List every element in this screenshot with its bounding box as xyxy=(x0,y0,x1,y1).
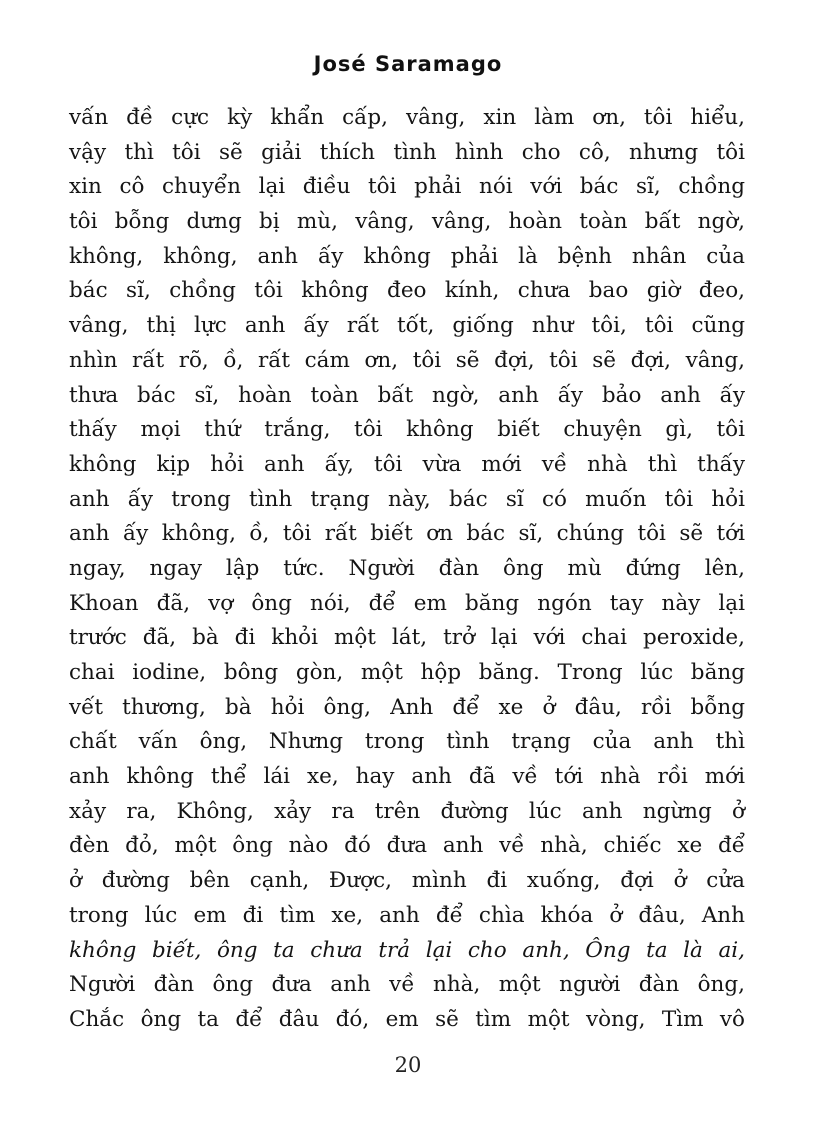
text-line: vâng, thị lực anh ấy rất tốt, giống như tôi, tôi cũng xyxy=(69,313,745,339)
text-line: anh không thể lái xe, hay anh đã về tới nhà rồi mới xyxy=(69,764,745,790)
text-line: trước đã, bà đi khỏi một lát, trở lại với chai peroxide, xyxy=(69,625,745,651)
text-line: xin cô chuyển lại điều tôi phải nói với bác sĩ, chồng xyxy=(69,174,745,200)
text-line: vết thương, bà hỏi ông, Anh để xe ở đâu, rồi bỗng xyxy=(69,694,745,720)
text-line: chất vấn ông, Nhưng trong tình trạng của anh thì xyxy=(69,729,745,755)
text-line: nhìn rất rõ, ồ, rất cám ơn, tôi sẽ đợi, tôi sẽ đợi, vâng, xyxy=(69,347,745,373)
text-line: đèn đỏ, một ông nào đó đưa anh về nhà, chiếc xe để xyxy=(69,833,745,859)
body-text xyxy=(69,101,745,1038)
text-line: không, không, anh ấy không phải là bệnh nhân của xyxy=(69,243,745,269)
text-line: vậy thì tôi sẽ giải thích tình hình cho cô, nhưng tôi xyxy=(69,139,745,165)
text-line: Khoan đã, vợ ông nói, để em băng ngón tay này lại xyxy=(69,590,745,616)
text-line: trong lúc em đi tìm xe, anh để chìa khóa ở đâu, Anh xyxy=(69,902,745,928)
text-line: anh ấy trong tình trạng này, bác sĩ có muốn tôi hỏi xyxy=(69,486,745,512)
text-line: bác sĩ, chồng tôi không đeo kính, chưa bao giờ đeo, xyxy=(69,278,745,304)
text-line-italic: không biết, ông ta chưa trả lại cho anh, Ông ta là ai, xyxy=(69,937,745,963)
text-line: vấn đề cực kỳ khẩn cấp, vâng, xin làm ơn, tôi hiểu, xyxy=(69,105,745,130)
text-line: chai iodine, bông gòn, một hộp băng. Trong lúc băng xyxy=(69,660,745,685)
text-line: thưa bác sĩ, hoàn toàn bất ngờ, anh ấy bảo anh ấy xyxy=(69,382,745,408)
text-line: ở đường bên cạnh, Được, mình đi xuống, đợi ở cửa xyxy=(69,868,745,894)
text-line: xảy ra, Không, xảy ra trên đường lúc anh ngừng ở xyxy=(69,798,745,824)
running-head-author: José Saramago xyxy=(313,52,503,76)
text-line: ngay, ngay lập tức. Người đàn ông mù đứng lên, xyxy=(69,555,745,581)
text-line: Chắc ông ta để đâu đó, em sẽ tìm một vòng, Tìm vô xyxy=(69,1006,745,1032)
text-line: anh ấy không, ồ, tôi rất biết ơn bác sĩ, chúng tôi sẽ tới xyxy=(69,521,745,547)
text-line: tôi bỗng dưng bị mù, vâng, vâng, hoàn toàn bất ngờ, xyxy=(69,209,745,235)
text-line: không kịp hỏi anh ấy, tôi vừa mới về nhà thì thấy xyxy=(69,451,745,477)
text-line: thấy mọi thứ trắng, tôi không biết chuyện gì, tôi xyxy=(69,417,745,443)
text-line: Người đàn ông đưa anh về nhà, một người đàn ông, xyxy=(69,972,745,998)
page-number: 20 xyxy=(394,1053,422,1077)
